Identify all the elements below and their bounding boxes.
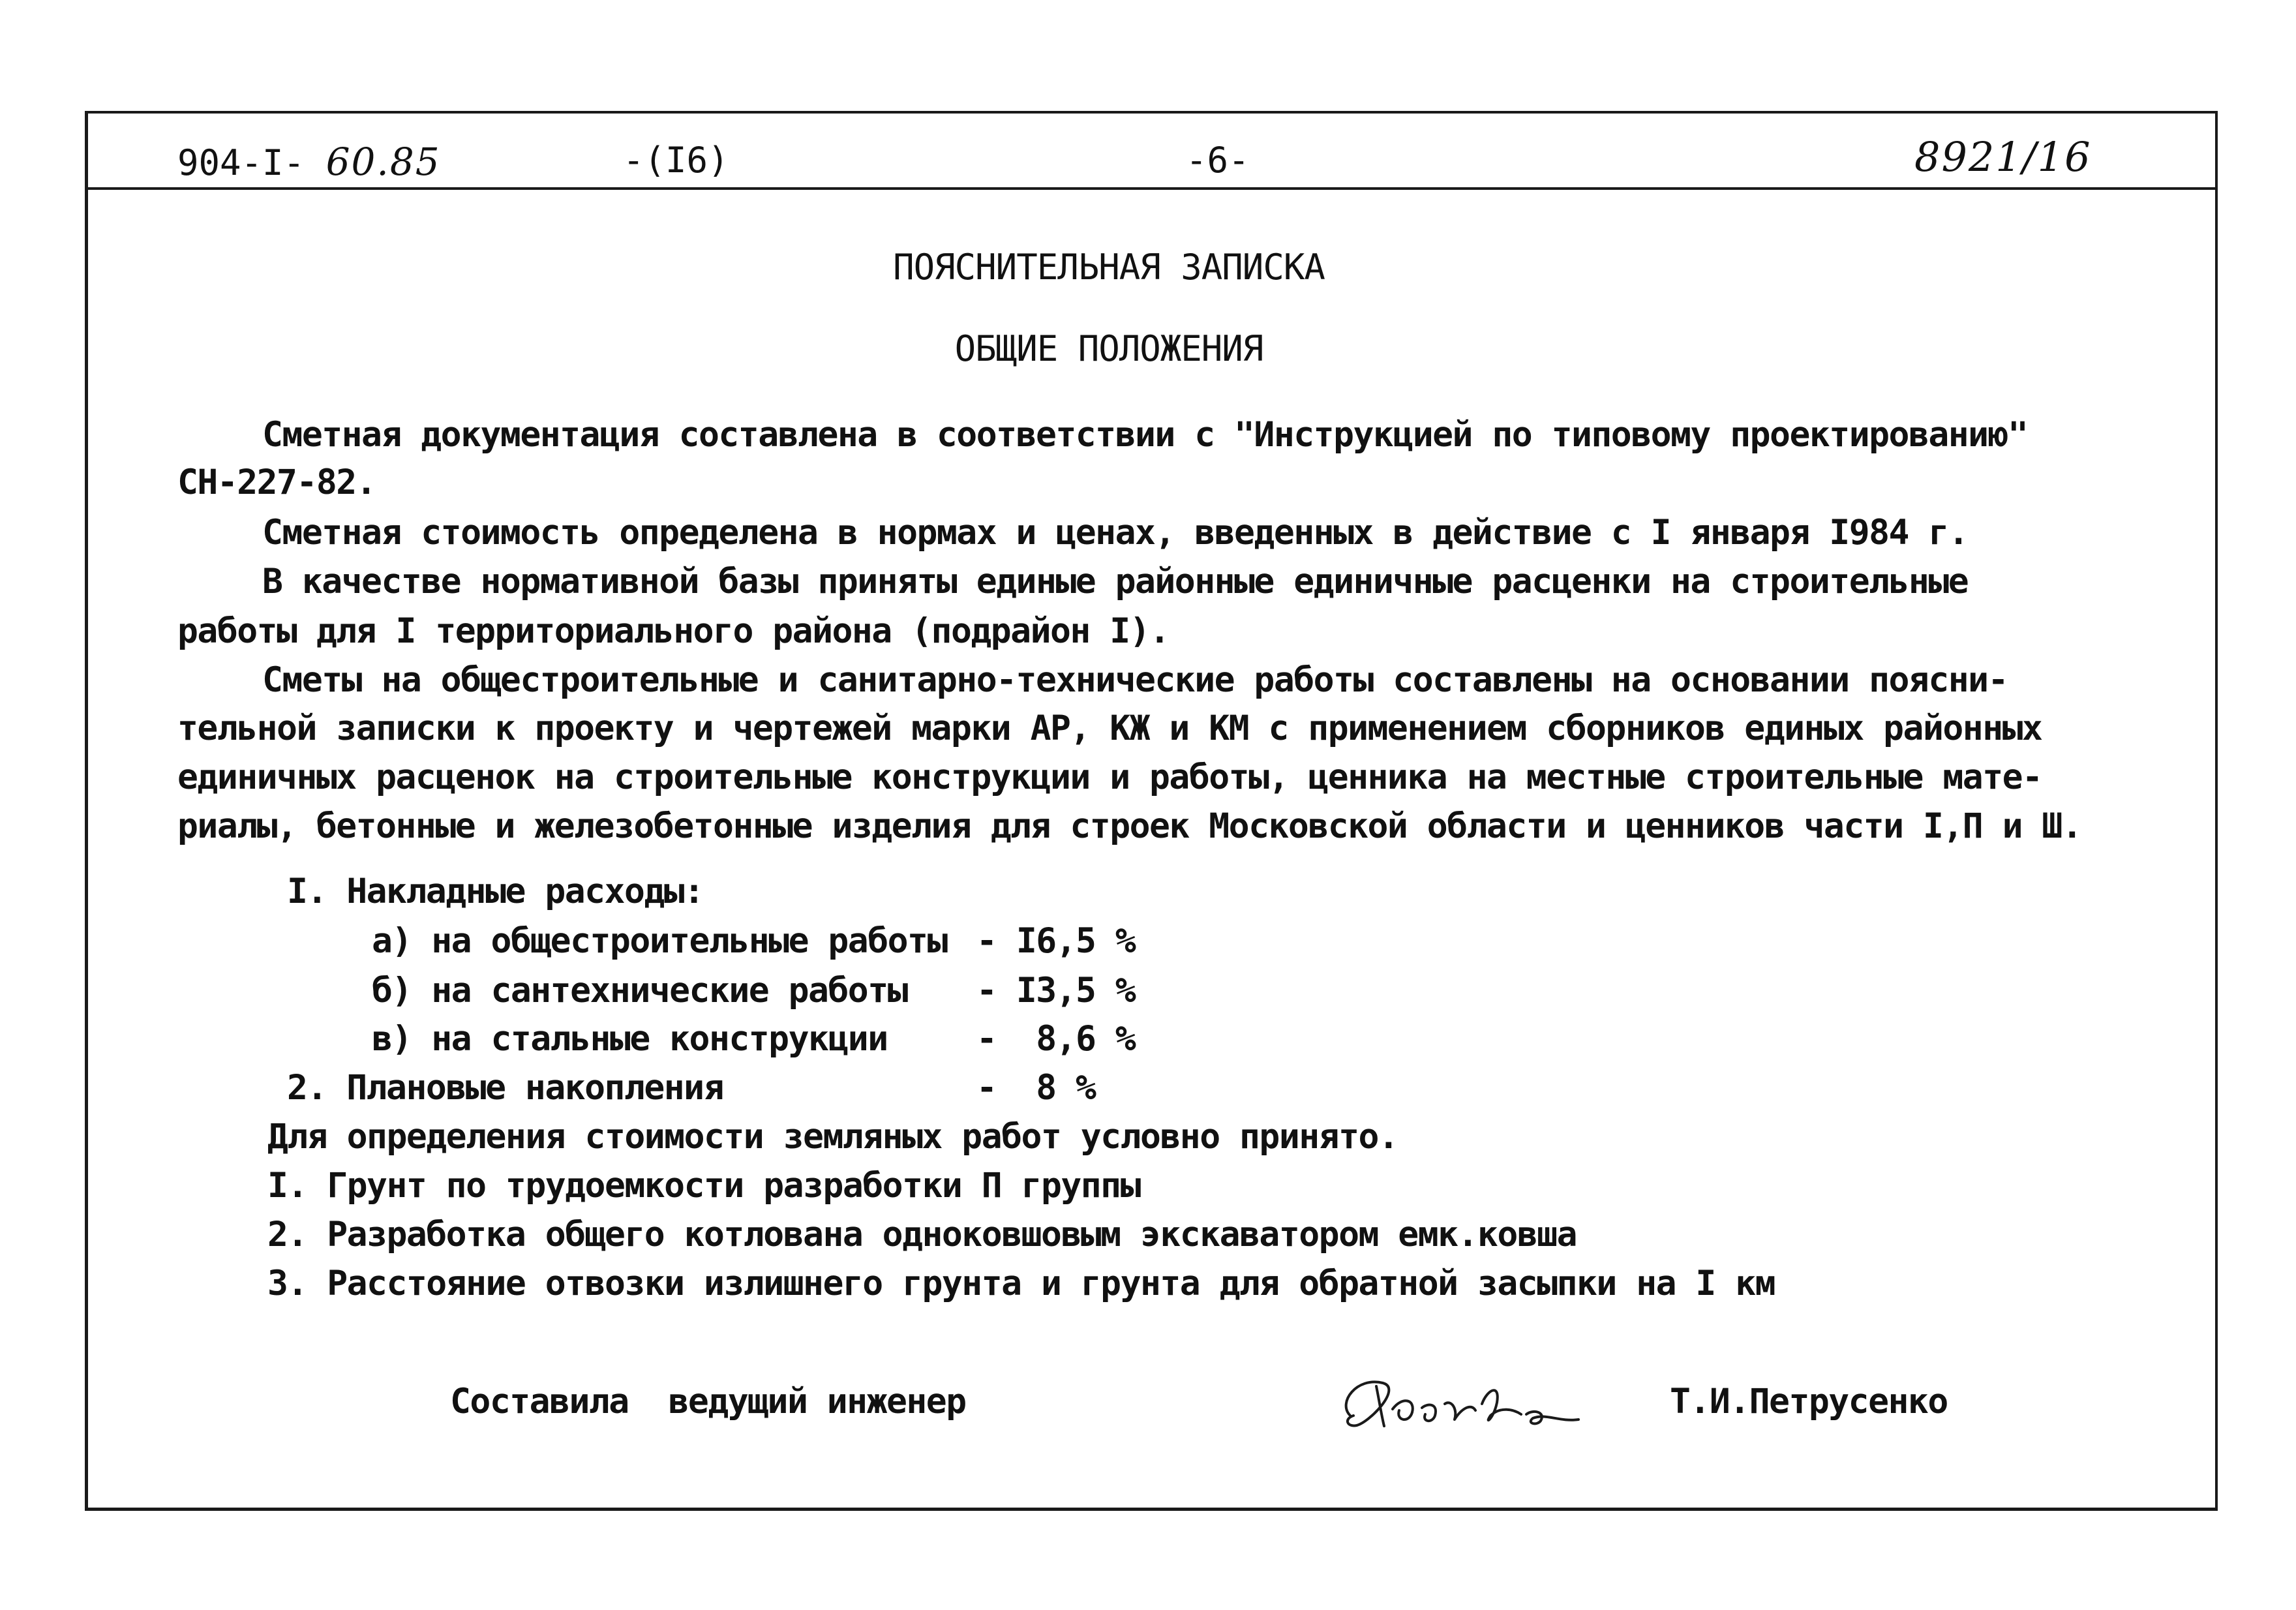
archive-number: 8921/16 — [1914, 133, 2092, 181]
rate-a-label: а) на общестроительные работы — [372, 921, 947, 961]
planned-value: - 8 % — [976, 1068, 1096, 1108]
body-line-8: единичных расценок на строительные конструкции и работы, ценника на местные строительные мате- — [177, 757, 2042, 797]
planned-label: 2. Плановые накопления — [287, 1068, 723, 1108]
body-line-9: риалы, бетонные и железобетонные изделия для строек Московской области и ценников части I,П и Ш. — [177, 806, 2082, 846]
body-line-1: Сметная документация составлена в соответствии с "Инструкцией по типовому проектированию" — [262, 415, 2028, 455]
rate-c-label: в) на стальные конструкции — [372, 1019, 888, 1059]
signature — [1331, 1363, 1605, 1442]
doc-code-prefix: 904-I- — [177, 142, 305, 183]
earthwork-item-2: 2. Разработка общего котлована одноковшовым экскаватором емк.ковша — [267, 1215, 1577, 1254]
doc-code — [177, 140, 441, 184]
header-rule — [88, 187, 2218, 190]
body-line-6: Сметы на общестроительные и санитарно-технические работы составлены на основании поясни- — [262, 660, 2008, 700]
earthwork-item-3: 3. Расстояние отвозки излишнего грунта и грунта для обратной засыпки на I км — [267, 1264, 1775, 1303]
signer-name: Т.И.Петрусенко — [1670, 1382, 1948, 1421]
body-line-4: В качестве нормативной базы приняты единые районные единичные расценки на строительные — [262, 562, 1969, 601]
doc-code-handwritten: 60.85 — [325, 140, 441, 184]
rate-b-label: б) на сантехнические работы — [372, 971, 908, 1010]
rate-c-value: - 8,6 % — [976, 1019, 1136, 1059]
earthwork-intro: Для определения стоимости земляных работ условно принято. — [267, 1117, 1398, 1157]
rate-a-value: - I6,5 % — [976, 921, 1136, 961]
overhead-heading: I. Накладные расходы: — [287, 872, 704, 911]
doc-part: -(I6) — [623, 140, 729, 181]
main-title: ПОЯСНИТЕЛЬНАЯ ЗАПИСКА — [893, 247, 1325, 288]
rate-b-value: - I3,5 % — [976, 971, 1136, 1010]
section-title: ОБЩИЕ ПОЛОЖЕНИЯ — [954, 328, 1263, 369]
compiled-by: Составила ведущий инженер — [450, 1382, 966, 1421]
page-number: -6- — [1186, 140, 1250, 181]
body-line-7: тельной записки к проекту и чертежей марки АР, КЖ и КМ с применением сборников единых районных — [177, 708, 2042, 748]
earthwork-item-1: I. Грунт по трудоемкости разработки П группы — [267, 1166, 1140, 1206]
body-line-2: СН-227-82. — [177, 463, 376, 502]
body-line-3: Сметная стоимость определена в нормах и ценах, введенных в действие с I января I984 г. — [262, 513, 1969, 553]
body-line-5: работы для I территориального района (подрайон I). — [177, 611, 1170, 651]
